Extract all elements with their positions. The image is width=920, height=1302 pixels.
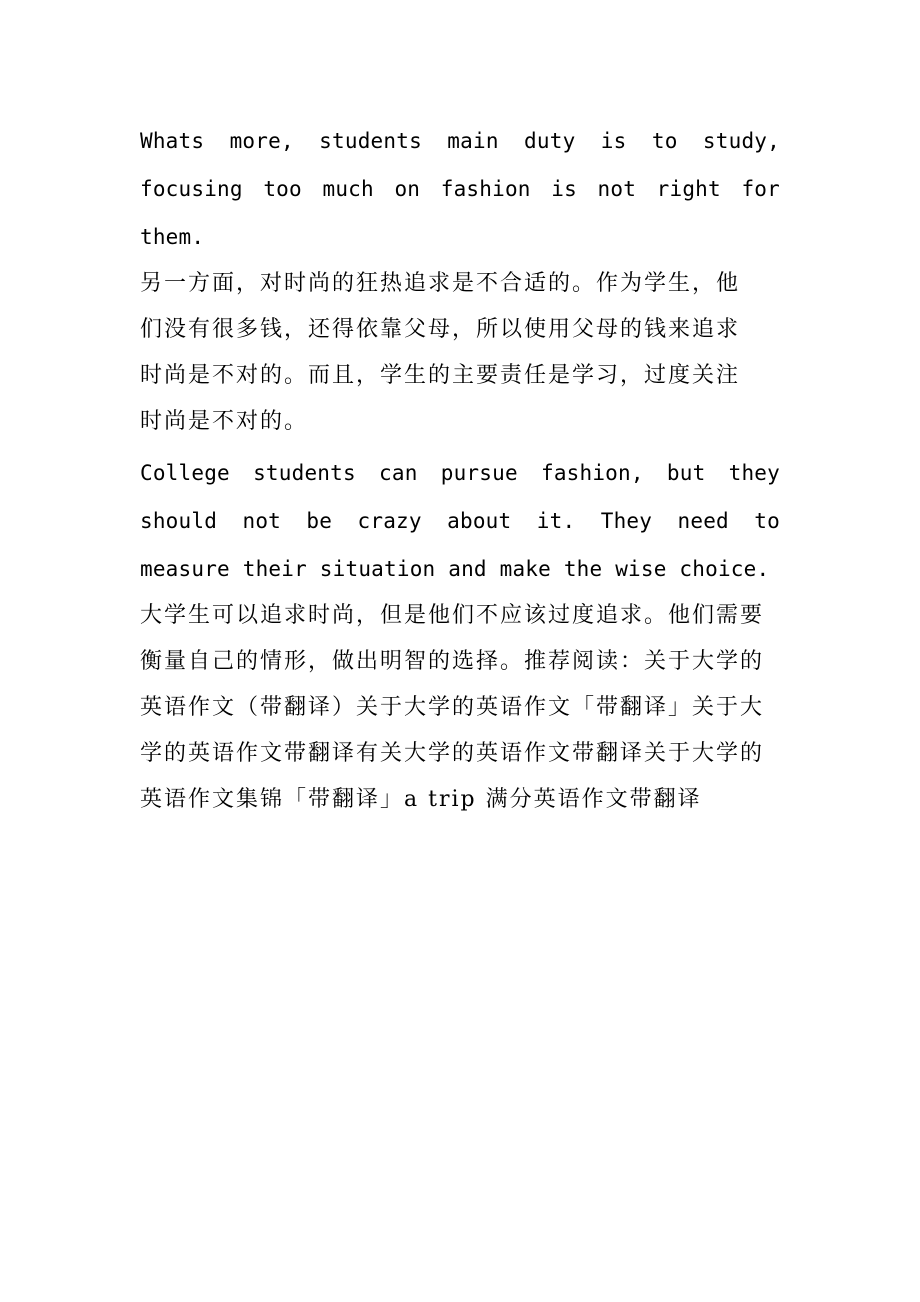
document-body (140, 117, 780, 823)
chinese-paragraph-choice: 大学生可以追求时尚，但是他们不应该过度追求。他们需要衡量自己的情形，做出明智的选择。推荐阅读：关于大学的英语作文（带翻译）关于大学的英语作文「带翻译」关于大学的英语作文带翻译有关大学的英语作文带翻译关于大学的英语作文集锦「带翻译」a trip 满分英语作文带翻译 (140, 603, 765, 812)
english-paragraph-duty: Whats more, students main duty is to study, focusing too much on fashion is not right for them. (140, 129, 780, 249)
english-paragraph-choice: College students can pursue fashion, but they should not be crazy about it. They need to measure their situation and make the wise choice. (140, 461, 780, 581)
chinese-paragraph-duty: 另一方面，对时尚的狂热追求是不合适的。作为学生，他们没有很多钱，还得依靠父母，所以使用父母的钱来追求时尚是不对的。而且，学生的主要责任是学习，过度关注时尚是不对的。 (140, 271, 741, 434)
